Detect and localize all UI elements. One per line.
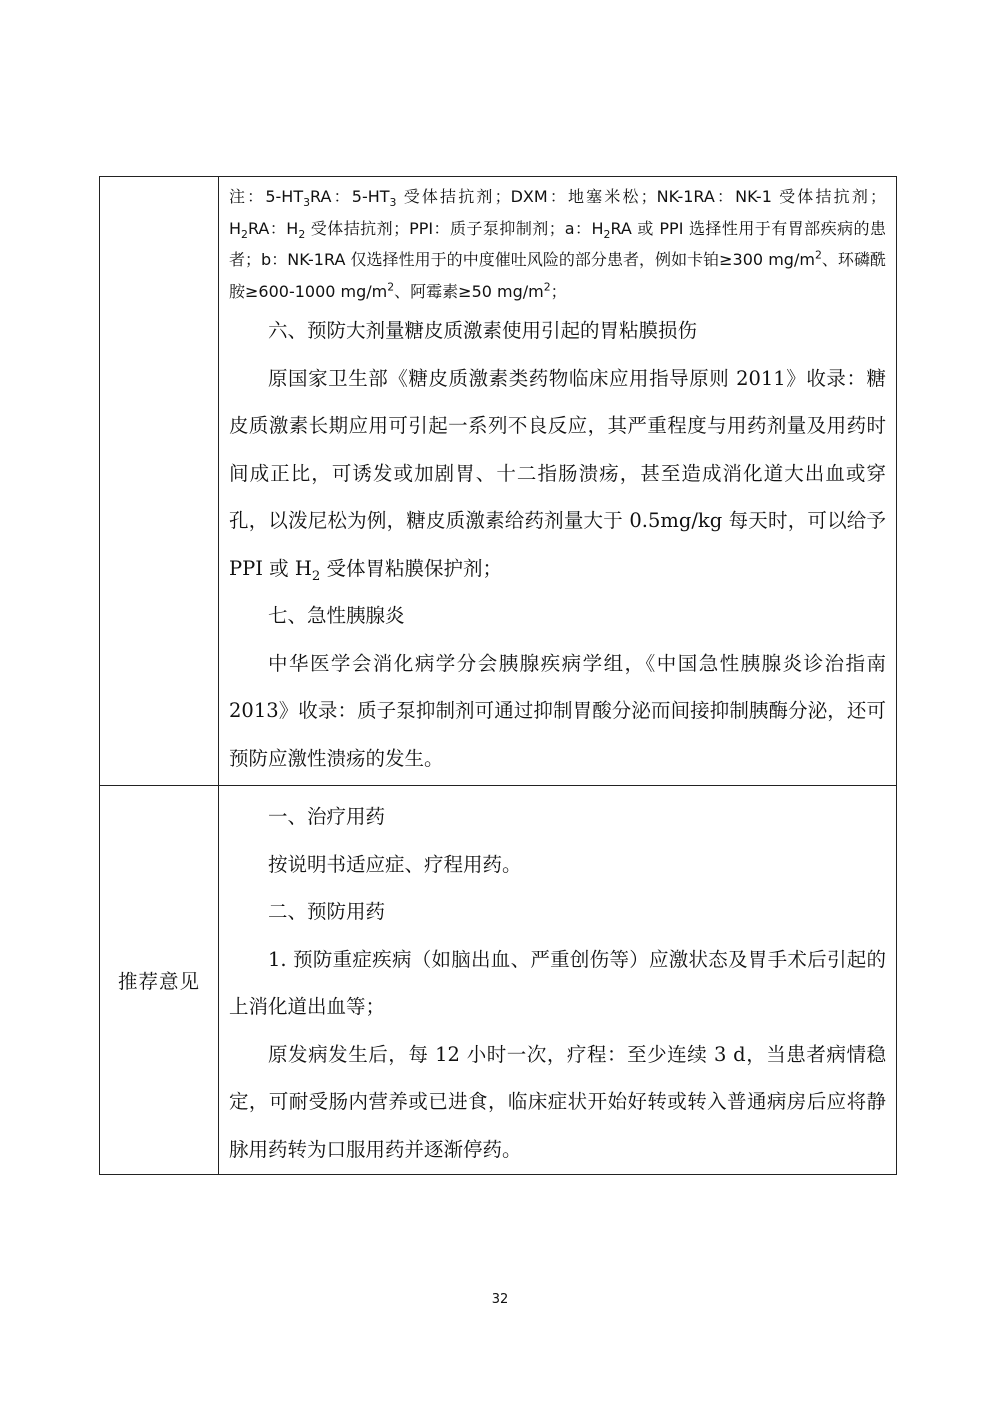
recommendation-label: 推荐意见 xyxy=(117,970,200,993)
page-number: 32 xyxy=(491,1292,509,1307)
content-table xyxy=(99,176,897,1175)
recommendation-body-cell xyxy=(219,786,897,1175)
section-6-heading: 六、预防大剂量糖皮质激素使用引起的胃粘膜损伤 xyxy=(268,319,698,342)
prevention-heading: 二、预防用药 xyxy=(268,900,386,923)
section-7-heading: 七、急性胰腺炎 xyxy=(268,604,405,627)
right-cell-body xyxy=(219,177,897,786)
prevention-item-1-detail: 原发病发生后，每 12 小时一次，疗程：至少连续 3 d，当患者病情稳定，可耐受肠内营养或已进食，临床症状开始好转或转入普通病房后应将静脉用药转为口服用药并逐渐停药。 xyxy=(229,1042,886,1161)
abbreviation-note: 注：$5-HT_3RA$：$5-HT_3$ 受体拮抗剂；DXM：地塞米松；NK-1RA：NK-1 受体拮抗剂；$H_2RA$：$H_2$ 受体拮抗剂；PPI：质子泵抑制剂；a：$H_2RA$ 或 PPI 选择性用于有胃部疾病的患者；b：NK-1RA 仅选择性用于的中度催吐风险的部分患者，例如卡铂≥300 $mg/m^2$、环磷酰胺≥600-1000 $mg/m^2$、阿霉素≥50 $mg/m^2$； xyxy=(229,187,886,301)
section-6-body: 原国家卫生部《糖皮质激素类药物临床应用指导原则 2011》收录：糖皮质激素长期应用可引起一系列不良反应，其严重程度与用药剂量及用药时间成正比，可诱发或加剧胃、十二指肠溃疡，甚至造成消化道大出血或穿孔，以泼尼松为例，糖皮质激素给药剂量大于 0.5mg/kg 每天时，可以给予 PPI 或 $H_2$ 受体胃粘膜保护剂； xyxy=(229,366,886,584)
prevention-item-1: 1. 预防重症疾病（如脑出血、严重创伤等）应激状态及胃手术后引起的上消化道出血等； xyxy=(229,947,886,1018)
treatment-text: 按说明书适应症、疗程用药。 xyxy=(268,852,522,876)
section-7-body: 中华医学会消化病学分会胰腺疾病学组，《中国急性胰腺炎诊治指南 2013》收录：质子泵抑制剂可通过抑制胃酸分泌而间接抑制胰酶分泌，还可预防应激性溃疡的发生。 xyxy=(229,651,886,770)
left-cell-empty xyxy=(100,177,219,786)
table-row xyxy=(100,177,897,786)
table-row xyxy=(100,786,897,1175)
treatment-heading: 一、治疗用药 xyxy=(268,805,386,828)
recommendation-label-cell xyxy=(100,786,219,1175)
